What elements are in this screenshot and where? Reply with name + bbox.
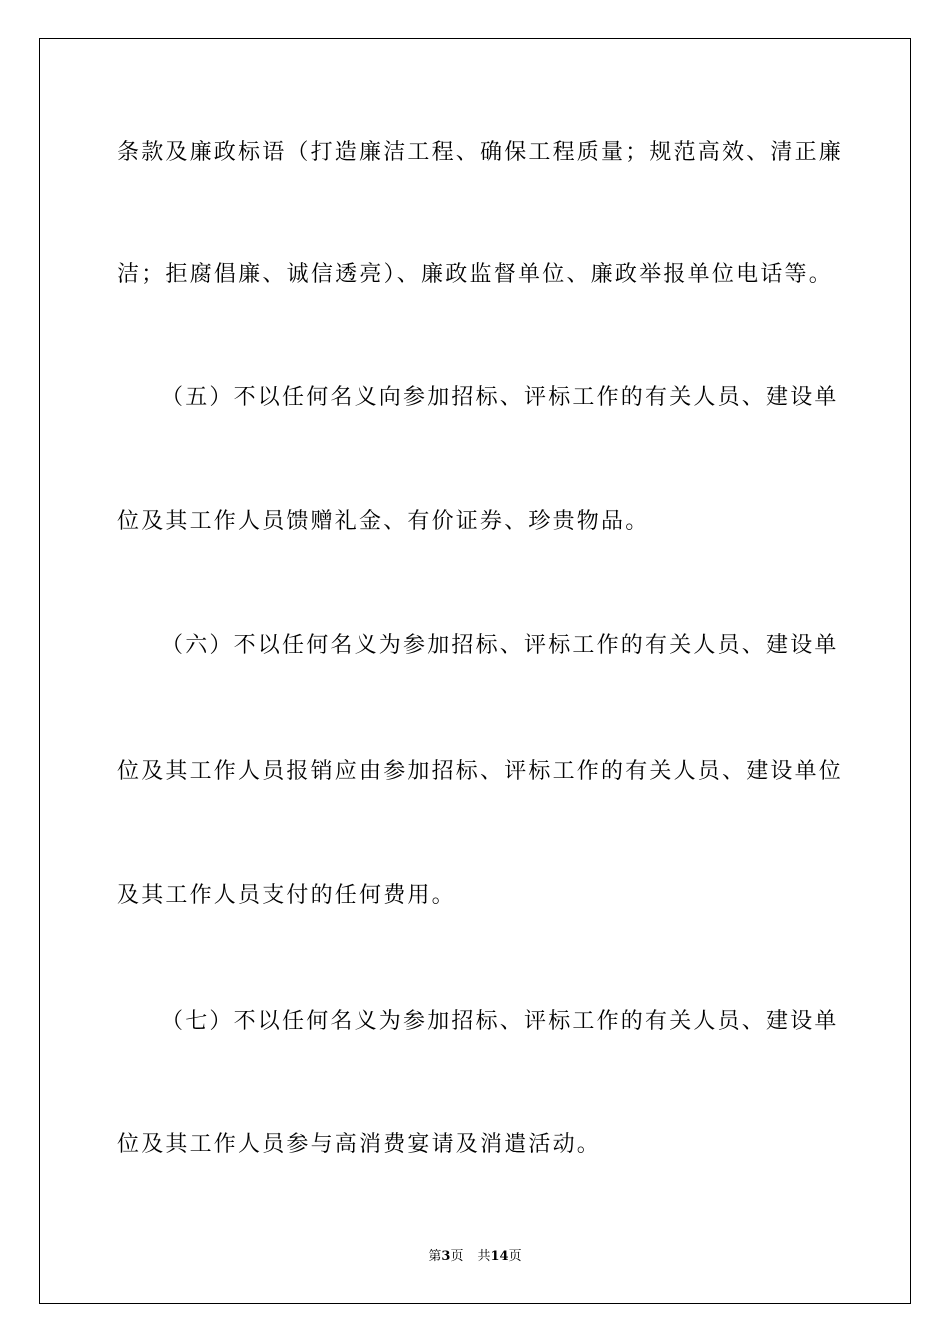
body-text-line: 位及其工作人员报销应由参加招标、评标工作的有关人员、建设单位	[117, 759, 844, 784]
page-footer	[0, 1248, 950, 1266]
body-text-line: （七）不以任何名义为参加招标、评标工作的有关人员、建设单	[161, 1009, 839, 1034]
total-pages: 14	[490, 1249, 509, 1264]
page-prefix: 第	[428, 1249, 442, 1264]
body-text-line: （五）不以任何名义向参加招标、评标工作的有关人员、建设单	[161, 385, 839, 410]
total-suffix: 页	[508, 1249, 522, 1264]
body-text-line: 条款及廉政标语（打造廉洁工程、确保工程质量；规范高效、清正廉	[117, 140, 844, 165]
body-text-line: 及其工作人员支付的任何费用。	[117, 883, 456, 908]
total-prefix: 共	[477, 1249, 491, 1264]
page-border	[39, 38, 911, 1304]
page-suffix: 页	[450, 1249, 464, 1264]
body-text-line: （六）不以任何名义为参加招标、评标工作的有关人员、建设单	[161, 633, 839, 658]
body-text-line: 位及其工作人员馈赠礼金、有价证券、珍贵物品。	[117, 509, 650, 534]
page-number: 3	[441, 1249, 451, 1264]
body-text-line: 洁；拒腐倡廉、诚信透亮）、廉政监督单位、廉政举报单位电话等。	[117, 262, 833, 287]
body-text-line: 位及其工作人员参与高消费宴请及消遣活动。	[117, 1132, 602, 1157]
